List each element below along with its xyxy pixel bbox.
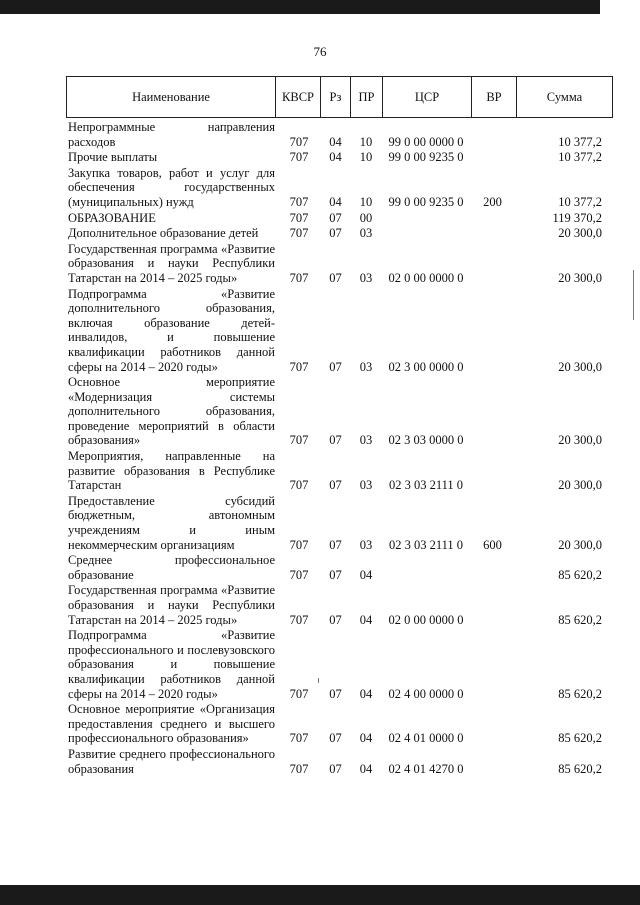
- row-sum: 10 377,2: [558, 134, 602, 149]
- header-pr: ПР: [350, 77, 382, 117]
- row-pr: 10: [359, 150, 373, 165]
- row-rz: 07: [329, 686, 342, 701]
- row-kvsr: 707: [289, 150, 309, 165]
- row-sum: 119 370,2: [552, 210, 602, 225]
- row-kvsr: 707: [289, 537, 309, 552]
- row-csr: 02 3 00 0000 0: [388, 359, 464, 374]
- table-row: [68, 494, 613, 552]
- row-name: Мероприятия, направленные на развитие образования в Республике Татарстан: [68, 449, 275, 493]
- table-row: [68, 287, 613, 375]
- row-kvsr: 707: [289, 433, 309, 448]
- row-csr: 99 0 00 0000 0: [388, 134, 464, 149]
- row-pr: 03: [359, 433, 373, 448]
- header-rz: Рз: [320, 77, 350, 117]
- row-pr: 04: [359, 731, 373, 746]
- row-csr: 02 4 01 0000 0: [388, 731, 464, 746]
- row-csr: 02 4 00 0000 0: [388, 686, 464, 701]
- table-row: [68, 628, 613, 701]
- table-row: [68, 166, 613, 210]
- row-pr: 04: [359, 612, 373, 627]
- row-sum: 85 620,2: [558, 567, 602, 582]
- table-row: [68, 120, 613, 149]
- row-name: Непрограммные направления расходов: [68, 120, 275, 149]
- table-row: [68, 242, 613, 286]
- row-name: Подпрограмма «Развитие дополнительного образования, включая образование детей-инвалидов, и повышение квалификации работников данной сферы на 2014 – 2020 годы»: [68, 286, 275, 374]
- row-sum: 10 377,2: [558, 150, 602, 165]
- row-pr: 04: [359, 761, 373, 776]
- row-rz: 07: [329, 433, 342, 448]
- row-name: Подпрограмма «Развитие профессионального и послевузовского образования и повышение квалификации работников данной сферы на 2014 – 2020 годы»: [68, 628, 275, 701]
- header-csr: ЦСР: [382, 77, 471, 117]
- table-row: [68, 150, 613, 165]
- table-row: [68, 449, 613, 493]
- header-name: Наименование: [132, 89, 210, 104]
- row-csr: 02 3 03 0000 0: [388, 433, 464, 448]
- row-csr: 99 0 00 9235 0: [388, 194, 464, 209]
- row-sum: 85 620,2: [558, 686, 602, 701]
- row-kvsr: 707: [289, 686, 309, 701]
- row-gap: [68, 776, 613, 777]
- header-sum: Сумма: [516, 77, 612, 117]
- table-row: [68, 226, 613, 241]
- table-row: [68, 375, 613, 448]
- row-sum: 20 300,0: [558, 359, 602, 374]
- row-name: Дополнительное образование детей: [68, 226, 259, 241]
- row-kvsr: 707: [289, 270, 309, 285]
- row-pr: 00: [359, 210, 373, 225]
- scan-artifact: [633, 270, 634, 320]
- row-kvsr: 707: [289, 731, 309, 746]
- row-kvsr: 707: [289, 194, 309, 209]
- row-name: Среднее профессиональное образование: [68, 553, 275, 582]
- row-csr: 02 0 00 0000 0: [388, 270, 464, 285]
- scan-border-bottom: [0, 885, 640, 905]
- row-rz: 07: [329, 761, 342, 776]
- row-vr: 600: [483, 537, 502, 552]
- row-rz: 04: [329, 150, 342, 165]
- page-number: 76: [313, 44, 327, 59]
- row-name: Предоставление субсидий бюджетным, автономным учреждениям и иным некоммерческим организациям: [68, 493, 275, 552]
- row-csr: 02 3 03 2111 0: [388, 537, 464, 552]
- row-rz: 07: [329, 359, 342, 374]
- row-name: ОБРАЗОВАНИЕ: [68, 210, 156, 225]
- row-csr: 02 3 03 2111 0: [388, 478, 464, 493]
- row-kvsr: 707: [289, 359, 309, 374]
- row-sum: 85 620,2: [558, 761, 602, 776]
- table-row: [68, 747, 613, 776]
- scan-border-top: [0, 0, 600, 14]
- row-sum: 10 377,2: [558, 194, 602, 209]
- row-sum: 20 300,0: [558, 433, 602, 448]
- row-kvsr: 707: [289, 134, 309, 149]
- row-kvsr: 707: [289, 226, 309, 241]
- row-rz: 07: [329, 210, 342, 225]
- header-vr: ВР: [471, 77, 516, 117]
- row-name: Государственная программа «Развитие образования и науки Республики Татарстан на 2014 – 2025 годы»: [68, 241, 275, 285]
- row-rz: 07: [329, 567, 342, 582]
- row-name: Государственная программа «Развитие образования и науки Республики Татарстан на 2014 – 2025 годы»: [68, 583, 275, 627]
- row-pr: 03: [359, 537, 373, 552]
- scan-artifact: [318, 678, 319, 683]
- row-sum: 85 620,2: [558, 731, 602, 746]
- table-row: [68, 583, 613, 627]
- row-sum: 20 300,0: [558, 270, 602, 285]
- row-sum: 85 620,2: [558, 612, 602, 627]
- table-row: [68, 553, 613, 582]
- row-name: Прочие выплаты: [68, 150, 158, 165]
- row-kvsr: 707: [289, 210, 309, 225]
- row-name: Закупка товаров, работ и услуг для обеспечения государственных (муниципальных) нужд: [68, 165, 275, 209]
- row-rz: 04: [329, 134, 342, 149]
- row-rz: 07: [329, 270, 342, 285]
- row-kvsr: 707: [289, 612, 309, 627]
- row-sum: 20 300,0: [558, 478, 602, 493]
- row-rz: 07: [329, 478, 342, 493]
- row-rz: 07: [329, 226, 342, 241]
- row-rz: 07: [329, 731, 342, 746]
- row-csr: 02 0 00 0000 0: [388, 612, 464, 627]
- row-pr: 10: [359, 134, 373, 149]
- row-name: Основное мероприятие «Модернизация системы дополнительного образования, проведение мероприятий в области образования»: [68, 375, 275, 448]
- table-body: [68, 120, 613, 777]
- row-pr: 03: [359, 226, 373, 241]
- row-pr: 03: [359, 359, 373, 374]
- row-sum: 20 300,0: [558, 537, 602, 552]
- row-sum: 20 300,0: [558, 226, 602, 241]
- row-kvsr: 707: [289, 478, 309, 493]
- row-rz: 04: [329, 194, 342, 209]
- row-rz: 07: [329, 537, 342, 552]
- row-kvsr: 707: [289, 761, 309, 776]
- row-rz: 07: [329, 612, 342, 627]
- table-row: [68, 211, 613, 226]
- row-vr: 200: [483, 194, 502, 209]
- row-pr: 04: [359, 567, 373, 582]
- table-header: [66, 76, 613, 118]
- row-pr: 10: [359, 194, 373, 209]
- row-pr: 03: [359, 478, 373, 493]
- row-name: Основное мероприятие «Организация предоставления среднего и высшего профессионального образования»: [68, 702, 275, 746]
- row-name: Развитие среднего профессионального образования: [68, 746, 275, 776]
- row-pr: 04: [359, 686, 373, 701]
- row-csr: 02 4 01 4270 0: [388, 761, 464, 776]
- header-kvsr: КВСР: [275, 77, 320, 117]
- row-kvsr: 707: [289, 567, 309, 582]
- row-csr: 99 0 00 9235 0: [388, 150, 464, 165]
- table-row: [68, 702, 613, 746]
- row-pr: 03: [359, 270, 373, 285]
